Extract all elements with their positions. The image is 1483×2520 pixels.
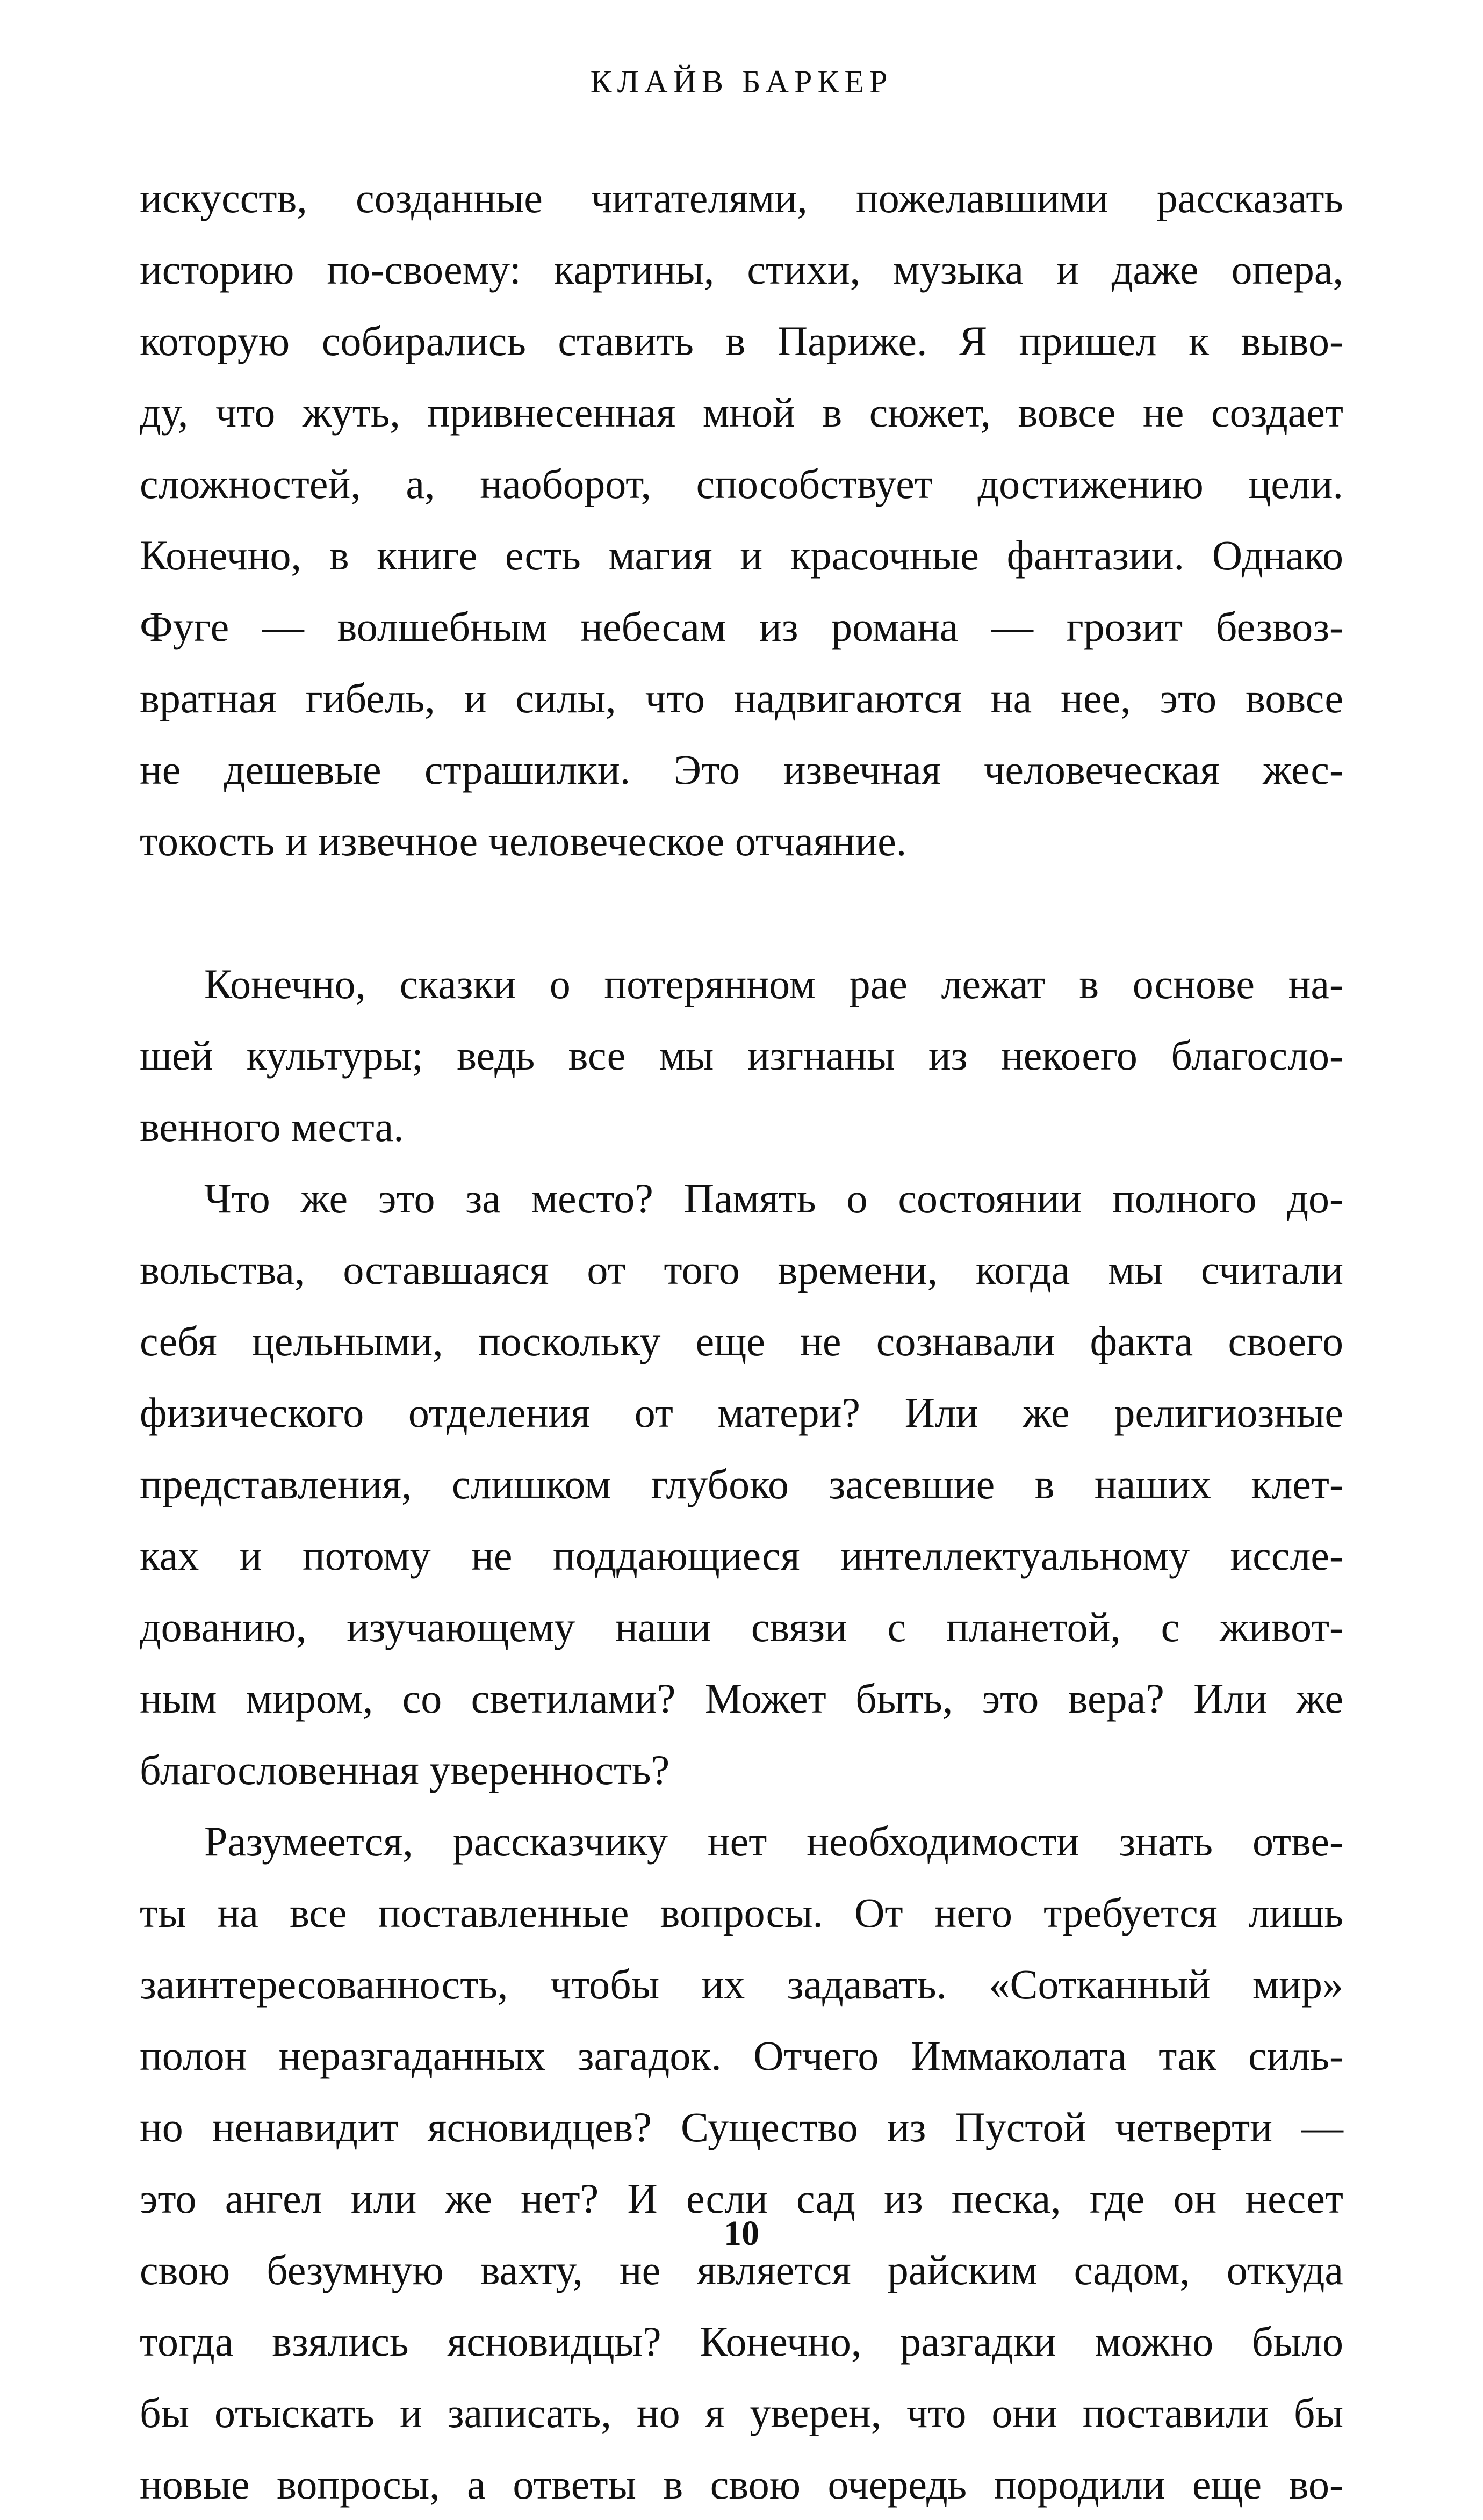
text-line: которую собирались ставить в Париже. Я пришел к выво-	[140, 317, 1343, 364]
text-line: представления, слишком глубоко засевшие в наших клет-	[140, 1461, 1343, 1507]
text-line: заинтересованность, чтобы их задавать. «Сотканный мир»	[140, 1961, 1343, 2008]
section-break	[140, 877, 1343, 948]
paragraph	[140, 948, 1343, 1162]
text-line: Конечно, сказки о потерянном рае лежат в основе на-	[204, 961, 1343, 1007]
body-text	[140, 162, 1343, 2520]
text-line: ным миром, со светилами? Может быть, это вера? Или же	[140, 1675, 1343, 1722]
text-line: благословенная уверенность?	[140, 1746, 670, 1793]
text-line: новые вопросы, а ответы в свою очередь породили еще во-	[140, 2461, 1343, 2508]
text-line: сложностей, а, наоборот, способствует достижению цели.	[140, 460, 1343, 507]
text-line: себя цельными, поскольку еще не сознавали факта своего	[140, 1318, 1343, 1364]
text-line: Конечно, в книге есть магия и красочные фантазии. Однако	[140, 532, 1343, 579]
text-line: искусств, созданные читателями, пожелавшими рассказать	[140, 175, 1343, 221]
text-line: венного места.	[140, 1103, 404, 1150]
page-number: 10	[724, 2214, 759, 2253]
text-line: ках и потому не поддающиеся интеллектуальному иссле-	[140, 1532, 1343, 1579]
text-line: дованию, изучающему наши связи с планетой, с живот-	[140, 1604, 1343, 1650]
text-line: ты на все поставленные вопросы. От него требуется лишь	[140, 1889, 1343, 1936]
text-line: Что же это за место? Память о состоянии полного до-	[204, 1175, 1343, 1222]
paragraph	[140, 162, 1343, 877]
running-head: КЛАЙВ БАРКЕР	[590, 64, 893, 99]
paragraph	[140, 1806, 1343, 2520]
text-line: шей культуры; ведь все мы изгнаны из некоего благосло-	[140, 1032, 1343, 1079]
text-line: Фуге — волшебным небесам из романа — грозит безвоз-	[140, 603, 1343, 650]
paragraph	[140, 1162, 1343, 1806]
text-line: тогда взялись ясновидцы? Конечно, разгадки можно было	[140, 2318, 1343, 2365]
text-line: это ангел или же нет? И если сад из песка, где он несет	[140, 2175, 1343, 2222]
text-line: но ненавидит ясновидцев? Существо из Пустой четверти —	[140, 2104, 1343, 2150]
text-line: историю по-своему: картины, стихи, музыка и даже опера,	[140, 246, 1343, 293]
text-line: свою безумную вахту, не является райским садом, откуда	[140, 2247, 1343, 2293]
text-line: не дешевые страшилки. Это извечная человеческая жес-	[140, 746, 1343, 793]
text-line: бы отыскать и записать, но я уверен, что они поставили бы	[140, 2389, 1343, 2436]
text-line: ду, что жуть, привнесенная мной в сюжет, вовсе не создает	[140, 389, 1343, 436]
text-line: полон неразгаданных загадок. Отчего Иммаколата так силь-	[140, 2032, 1343, 2079]
text-line: Разумеется, рассказчику нет необходимости знать отве-	[204, 1818, 1343, 1865]
text-line: вратная гибель, и силы, что надвигаются на нее, это вовсе	[140, 675, 1343, 721]
text-line: физического отделения от матери? Или же религиозные	[140, 1389, 1343, 1436]
text-line: вольства, оставшаяся от того времени, когда мы считали	[140, 1246, 1343, 1293]
text-line: токость и извечное человеческое отчаяние.	[140, 818, 907, 864]
